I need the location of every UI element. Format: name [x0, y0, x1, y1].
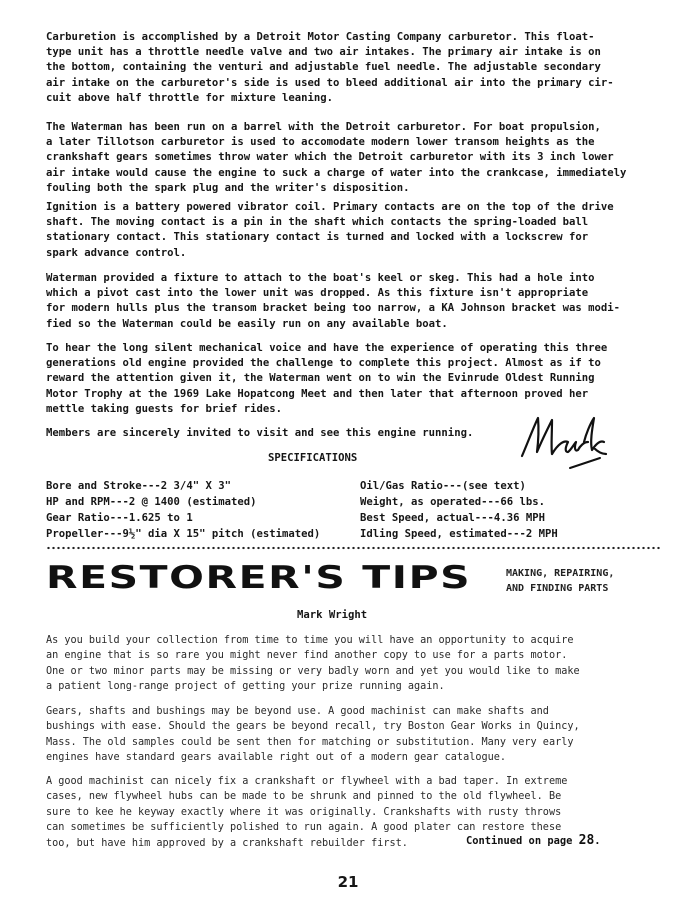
spec-item: Oil/Gas Ratio---(see text): [360, 480, 526, 492]
spec-item: Best Speed, actual---4.36 MPH: [360, 512, 545, 524]
paragraph-fixture: Waterman provided a fixture to attach to the boat's keel or skeg. This had a hole into which a pivot cast into the lower unit was dropped. As this fixture isn't appropriate for modern hulls plus the transom bracket being too narrow, a KA Johnson bracket was modi- fied so the Waterman could be easily run on any available boat.: [46, 272, 621, 330]
author-byline: Mark Wright: [297, 609, 368, 621]
tips-paragraph-intro: As you build your collection from time to time you will have an opportunity to acquire an engine that is so rare you might never find another copy to use for a parts motor. One or two minor parts may be missing or very badly worn and yet you would like to make a patient long-range project of getting your prize running again.: [46, 635, 580, 693]
section-subtitle: MAKING, REPAIRING, AND FINDING PARTS: [506, 568, 615, 594]
spec-item: Propeller---9½" dia X 15" pitch (estimated): [46, 528, 321, 540]
spec-item: Idling Speed, estimated---2 MPH: [360, 528, 558, 540]
specifications-title: SPECIFICATIONS: [268, 452, 358, 464]
specifications-left-column: [46, 478, 320, 542]
handwritten-signature: [514, 412, 614, 472]
paragraph-ignition: Ignition is a battery powered vibrator coil. Primary contacts are on the top of the drive shaft. The moving contact is a pin in the shaft which contacts the spring-loaded ball stationary contact. This stationary contact is turned and locked with a lockscrew for spark advance control.: [46, 201, 614, 259]
paragraph-challenge: To hear the long silent mechanical voice and have the experience of operating this three generations old engine provided the challenge to complete this project. Almost as if to reward the attention given it, the Waterman went on to win the Evinrude Oldest Running Motor Trophy at the 1969 Lake Hopatcong Meet and then later that afternoon proved her mettle taking guests for brief rides.: [46, 342, 608, 415]
spec-item: Weight, as operated---66 lbs.: [360, 496, 545, 508]
tips-paragraph-gears: Gears, shafts and bushings may be beyond use. A good machinist can make shafts and bushings with ease. Should the gears be beyond recall, try Boston Gear Works in Quincy, Mass. The old samples could be sent then for matching or substitution. Many very early engines have standard gears available right out of a modern gear catalogue.: [46, 706, 580, 764]
dotted-divider: [46, 546, 662, 550]
spec-item: HP and RPM---2 @ 1400 (estimated): [46, 496, 257, 508]
continued-note: Continued on page 28.: [466, 833, 601, 848]
continued-page-number: 28: [578, 833, 595, 848]
spec-item: Gear Ratio---1.625 to 1: [46, 512, 193, 524]
paragraph-barrel-run: The Waterman has been run on a barrel with the Detroit carburetor. For boat propulsion, a later Tillotson carburetor is used to accomodate modern lower transom heights as the crankshaft gears sometimes throw water which the Detroit carburetor with its 3 inch lower air intake would cause the engine to suck a charge of water into the crankcase, immediately fouling both the spark plug and the writer's disposition.: [46, 121, 627, 194]
paragraph-invitation: Members are sincerely invited to visit and see this engine running.: [46, 427, 474, 439]
paragraph-carburetion: Carburetion is accomplished by a Detroit Motor Casting Company carburetor. This float- type unit has a throttle needle valve and two air intakes. The primary air intake is on the bottom, containing the venturi and adjustable fuel needle. The adjustable secondary air intake on the carburetor's side is used to bleed additional air into the primary cir- cuit above half throttle for mixture leaning.: [46, 31, 614, 104]
specifications-right-column: [360, 478, 558, 542]
section-title: RESTORER'S TIPS: [46, 560, 472, 596]
continued-text: Continued on page: [466, 835, 573, 847]
page-number: 21: [337, 873, 359, 891]
spec-item: Bore and Stroke---2 3/4" X 3": [46, 480, 231, 492]
tips-paragraph-crankshaft: A good machinist can nicely fix a crankshaft or flywheel with a bad taper. In extreme cases, new flywheel hubs can be made to be shrunk and pinned to the old flywheel. Be sure to kee he keyway exactly where it was originally. Crankshafts with rusty throws can sometimes be sufficiently polished to run again. A good plater can restore these too, but have him approved by a crankshaft rebuilder first.: [46, 776, 568, 849]
